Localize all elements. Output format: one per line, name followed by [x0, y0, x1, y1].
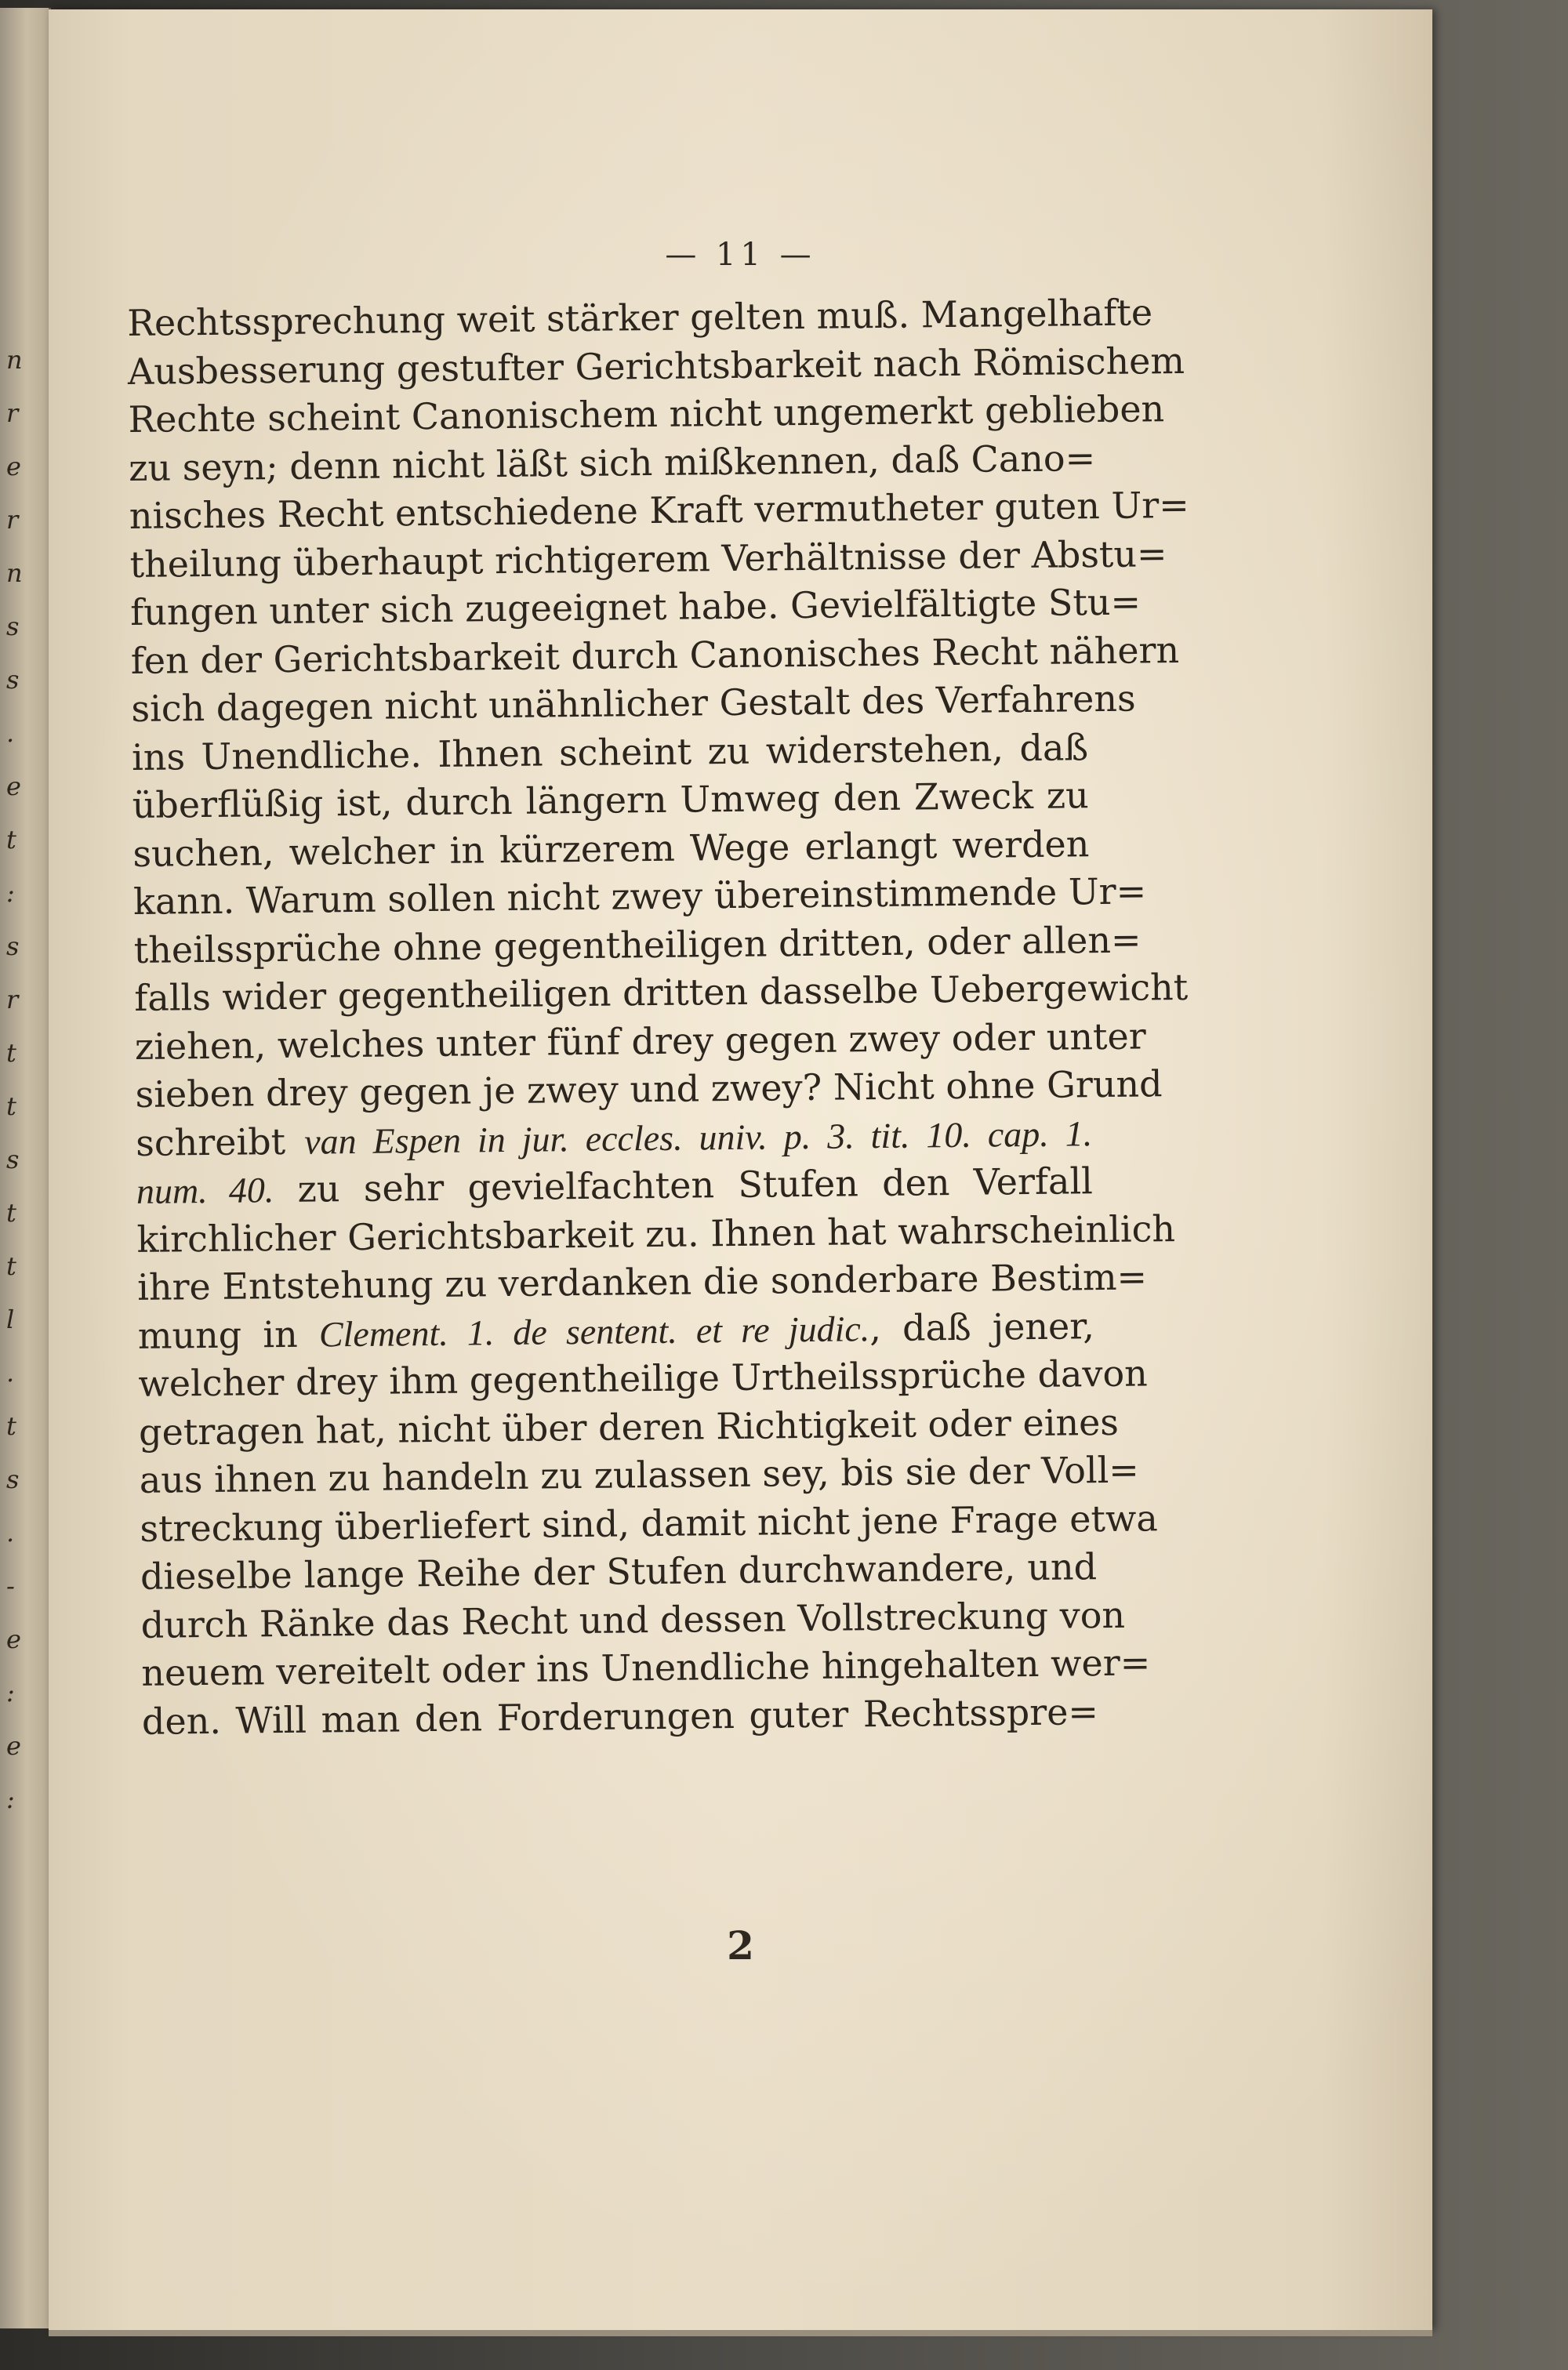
facing-page-margin-glyph: t	[6, 1411, 16, 1441]
facing-page-margin-glyph: -	[6, 1571, 15, 1601]
text-segment: falls wider gegentheiligen dritten dasselbe Uebergewicht	[134, 965, 1189, 1019]
facing-page-margin-glyph: s	[6, 612, 20, 641]
text-segment: durch Ränke das Recht und dessen Vollstreckung von	[140, 1593, 1126, 1646]
text-segment: welcher drey ihm gegentheilige Urtheilssprüche davon	[138, 1352, 1149, 1405]
text-segment: ziehen, welches unter fünf drey gegen zwey oder unter	[134, 1014, 1146, 1068]
facing-page-margin-glyph: t	[6, 1038, 16, 1068]
text-segment: Rechtssprechung weit stärker gelten muß. Mangelhafte	[127, 291, 1153, 344]
latin-citation: num. 40.	[136, 1170, 274, 1211]
facing-page-margin-glyph: e	[6, 1624, 21, 1654]
facing-page-margin-glyph: s	[6, 931, 20, 961]
text-segment: theilung überhaupt richtigerem Verhältnisse der Abstu=	[129, 532, 1167, 586]
facing-page-margin-glyph: n	[6, 558, 23, 588]
text-segment: ihre Entstehung zu verdanken die sonderbare Bestim=	[136, 1255, 1148, 1308]
printer-signature-mark: 2	[727, 1922, 754, 1969]
text-segment: theilssprüche ohne gegentheiligen dritten, oder allen=	[133, 918, 1142, 971]
left-page-edge	[0, 8, 51, 2328]
text-segment: getragen hat, nicht über deren Richtigkeit oder eines	[138, 1400, 1120, 1454]
facing-page-margin-glyph: r	[6, 505, 19, 535]
page-text-body	[127, 289, 1189, 1746]
text-segment: fen der Gerichtsbarkeit durch Canonisches Recht nähern	[130, 628, 1180, 682]
text-segment: sich dagegen nicht unähnlicher Gestalt des Verfahrens	[131, 677, 1136, 730]
facing-page-margin-glyph: s	[6, 665, 20, 695]
text-segment: suchen, welcher in kürzerem Wege erlangt werden	[132, 822, 1090, 875]
latin-citation: Clement. 1. de sentent. et re judic.	[318, 1308, 870, 1355]
facing-page-margin-glyph: r	[6, 398, 19, 428]
facing-page-margin-glyph: e	[6, 452, 21, 481]
facing-page-margin-glyph: n	[6, 345, 23, 375]
text-segment: zu seyn; denn nicht läßt sich mißkennen, daß Cano=	[128, 436, 1096, 489]
text-segment: sieben drey gegen je zwey und zwey? Nicht ohne Grund	[135, 1062, 1163, 1116]
facing-page-margin-glyph: r	[6, 985, 19, 1014]
text-segment: aus ihnen zu handeln zu zulassen sey, bis sie der Voll=	[139, 1448, 1140, 1501]
text-segment: fungen unter sich zugeeignet habe. Gevielfältigte Stu=	[129, 580, 1142, 633]
facing-page-margin-glyph: :	[6, 1784, 15, 1814]
text-segment: dieselbe lange Reihe der Stufen durchwandere, und	[140, 1545, 1098, 1598]
facing-page-margin-glyph: l	[6, 1305, 15, 1334]
text-segment: schreibt	[135, 1120, 305, 1164]
facing-page-margin-glyph: .	[6, 1518, 15, 1548]
text-segment: ins Unendliche. Ihnen scheint zu widerstehen, daß	[131, 725, 1089, 779]
text-segment: den. Will man den Forderungen guter Rechtsspre=	[141, 1689, 1099, 1743]
facing-page-margin-glyph: e	[6, 771, 21, 801]
facing-page-margin-glyph: :	[6, 878, 15, 908]
facing-page-margin-glyph: t	[6, 1091, 16, 1121]
facing-page-margin-glyph: t	[6, 825, 16, 855]
text-segment: streckung überliefert sind, damit nicht jene Frage etwa	[140, 1496, 1159, 1550]
text-segment: mung in	[137, 1312, 320, 1357]
text-segment: überflüßig ist, durch längern Umweg den Zweck zu	[132, 774, 1089, 826]
text-segment: zu sehr gevielfachten Stufen den Verfall	[274, 1160, 1094, 1211]
text-segment: nisches Recht entschiedene Kraft vermutheter guten Ur=	[129, 483, 1189, 537]
facing-page-margin-glyph: e	[6, 1731, 21, 1761]
facing-page-margin-glyph: t	[6, 1251, 16, 1281]
facing-page-margin-glyph: s	[6, 1145, 20, 1174]
page-number-header: — 11 —	[665, 237, 816, 273]
book-page	[49, 9, 1432, 2330]
text-line	[142, 1688, 1099, 1746]
facing-page-margin-glyph: s	[6, 1464, 20, 1494]
facing-page-margin-glyph: .	[6, 718, 15, 748]
facing-page-margin-glyph: t	[6, 1198, 16, 1228]
text-segment: Ausbesserung gestufter Gerichtsbarkeit nach Römischem	[127, 339, 1185, 393]
facing-page-margin-glyph: .	[6, 1358, 15, 1388]
text-segment: kann. Warum sollen nicht zwey übereinstimmende Ur=	[132, 869, 1147, 923]
facing-page-margin-glyph: :	[6, 1678, 15, 1708]
text-segment: neuem vereitelt oder ins Unendliche hingehalten wer=	[141, 1641, 1151, 1694]
latin-citation: van Espen in jur. eccles. univ. p. 3. tit. 10. cap. 1.	[303, 1112, 1093, 1162]
text-segment: Rechte scheint Canonischem nicht ungemerkt geblieben	[128, 387, 1165, 441]
text-segment: kirchlicher Gerichtsbarkeit zu. Ihnen hat wahrscheinlich	[136, 1207, 1176, 1261]
text-segment: , daß jener,	[869, 1304, 1095, 1349]
